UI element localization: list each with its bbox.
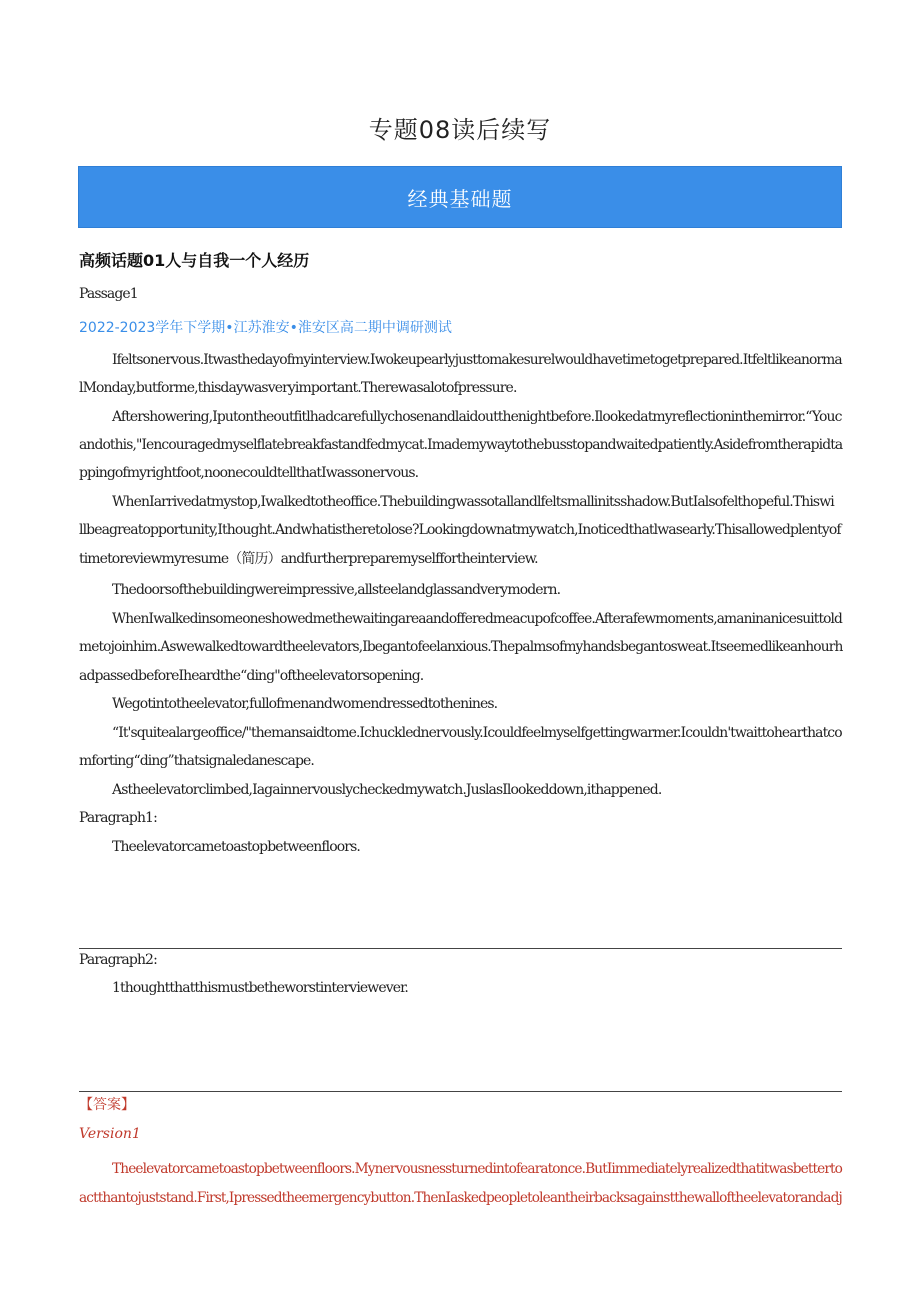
passage-line: Thedoorsofthebuildingwereimpressive,allsteelandglassandverymodern. (112, 582, 561, 598)
paragraph2-label: Paragraph2: (79, 952, 157, 968)
passage-line: ppingofmyrightfoot,noonecouldtellthatIwassonervous. (79, 465, 419, 481)
passage-line: Astheelevatorclimbed,Iagainnervouslycheckedmywatch.JuslasIlookeddown,ithappened. (112, 782, 662, 798)
section-banner (78, 166, 842, 228)
answer-line: Theelevatorcametoastopbetweenfloors.Mynervousnessturnedintofearatonce.ButIimmediatelyrealizedthatitwasbetterto (112, 1161, 842, 1177)
passage-line: timetoreviewmyresume（简历）andfurtherpreparemyselffortheinterview. (79, 551, 538, 567)
writing-line (79, 1091, 842, 1092)
passage-line: andothis,"Iencouragedmyselflatebreakfastandfedmycat.Imademywaytothebusstopandwaitedpatiently.Asidefromtherapidta (79, 437, 843, 453)
topic-heading: 高频话题01人与自我一个人经历 (79, 251, 310, 270)
version-label: Version1 (79, 1126, 141, 1142)
passage-line: WhenIarrivedatmystop,Iwalkedtotheoffice.Thebuildingwassotallandlfeltsmallinitsshadow.ButIalsofelthopeful.Thiswi (112, 494, 834, 510)
passage-line: Ifeltsonervous.Itwasthedayofmyinterview.Iwokeupearlyjusttomakesurelwouldhavetimetogetprepared.Itfeltlikeanorma (112, 352, 842, 368)
passage-line: adpassedbeforeIheardthe“ding"oftheelevatorsopening. (79, 668, 424, 684)
writing-line (79, 948, 842, 949)
passage-line: llbeagreatopportunity,Ithought.Andwhatistheretolose?Lookingdownatmywatch,Inoticedthatlwasearly.Thisallowedplentyof (79, 522, 841, 538)
paragraph2-text: 1thoughtthatthismustbetheworstinterviewever. (112, 980, 408, 996)
paragraph1-label: Paragraph1: (79, 810, 157, 826)
source-line: 2022-2023学年下学期•江苏淮安•淮安区高二期中调研测试 (79, 320, 452, 336)
passage-label: Passage1 (79, 286, 138, 302)
passage-line: metojoinhim.Aswewalkedtowardtheelevators,Ibegantofeelanxious.Thepalmsofmyhandsbegantosweat.Itseemedlikeanhourh (79, 639, 843, 655)
passage-line: WhenIwalkedinsomeoneshowedmethewaitingareaandofferedmeacupofcoffee.Afterafewmoments,amaninanicesuittold (112, 611, 842, 627)
passage-line: “It'squitealargeoffice/"themansaidtome.Ichucklednervously.Icouldfeelmyselfgettingwarmer.Icouldn'twaittohearthatco (112, 725, 842, 741)
passage-line: Aftershowering,Iputontheoutfitlhadcarefullychosenandlaidoutthenightbefore.Ilookedatmyreflectioninthemirror.“Youc (112, 409, 842, 425)
passage-line: Wegotintotheelevator,fullofmenandwomendressedtothenines. (112, 696, 498, 712)
banner-label: 经典基础题 (407, 186, 513, 211)
answer-line: actthantojuststand.First,Ipressedtheemergencybutton.ThenIaskedpeopletoleantheirbacksagainstthewalloftheelevatorandadj (79, 1190, 842, 1206)
passage-line: lMonday,butforme,thisdaywasveryimportant.Therewasalotofpressure. (79, 380, 517, 396)
paragraph1-text: Theelevatorcametoastopbetweenfloors. (112, 839, 360, 855)
page-title: 专题08读后续写 (368, 116, 552, 144)
answer-tag: 【答案】 (79, 1097, 135, 1113)
passage-line: mforting“ding”thatsignaledanescape. (79, 753, 314, 769)
